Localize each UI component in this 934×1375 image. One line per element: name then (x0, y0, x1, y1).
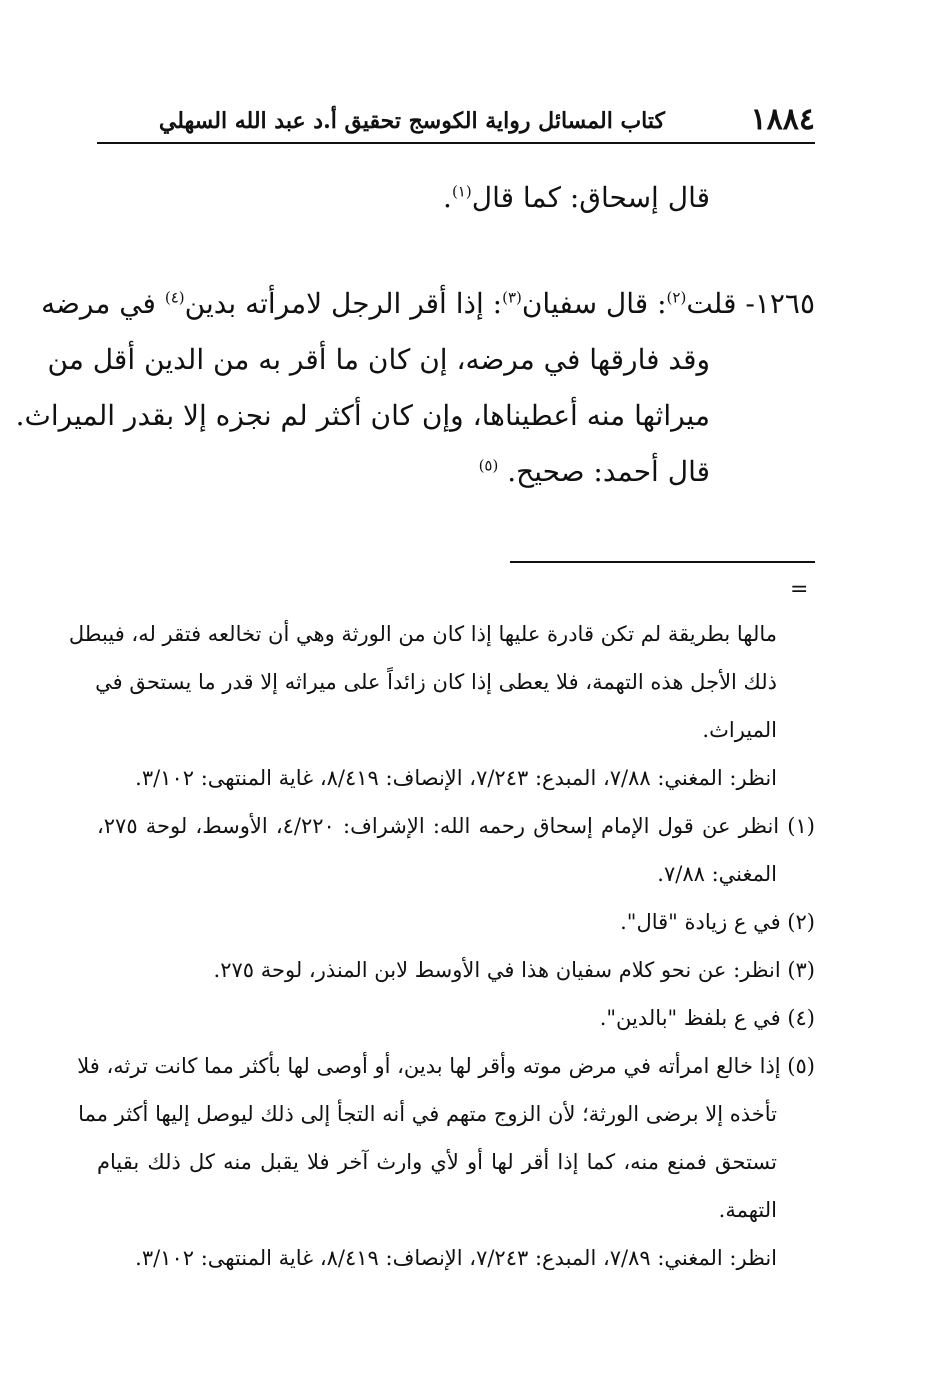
continued-mark: = (790, 577, 809, 602)
footnote-1-line-1: (١) انظر عن قول الإمام إسحاق رحمه الله: الإشراف: ٤/٢٢٠، الأوسط، لوحة ٢٧٥، (97, 814, 815, 838)
footnote-5-line-4: التهمة. (718, 1198, 777, 1222)
item-text-d: في مرضه (41, 287, 165, 320)
item-line-3: ميراثها منه أعطيناها، وإن كان أكثر لم نجزه إلا بقدر الميراث. (15, 399, 710, 432)
footnote-4: (٤) في ع بلفظ "بالدين". (599, 1006, 815, 1030)
footnote-cont-line-3: الميراث. (702, 718, 777, 742)
item-text-b: : قال سفيان (521, 287, 667, 320)
paragraph-ishaq (97, 170, 815, 226)
footnote-cont-line-2: ذلك الأجل هذه التهمة، فلا يعطى إذا كان زائداً على ميراثه إلا قدر ما يستحق في (95, 670, 777, 694)
item-text-c: : إذا أقر الرجل لامرأته بدين (184, 287, 503, 320)
footnote-5-line-3: تستحق فمنع منه، كما إذا أقر لها أو لأي وارث آخر فلا يقبل منه كل ذلك بقيام (97, 1150, 777, 1174)
footnote-ref-3: (٣) (502, 288, 522, 307)
ishaq-line (97, 170, 815, 226)
footnote-5-line-1: (٥) إذا خالع امرأته في مرض موته وأقر لها بدين، أو أوصى لها بأكثر مما كانت ترثه، فلا (77, 1054, 815, 1078)
item-number: ١٢٦٥- (745, 287, 815, 320)
ishaq-end: . (443, 181, 452, 214)
footnote-ref-5: (٥) (478, 456, 499, 475)
footnote-ref-1: (١) (451, 182, 472, 201)
footnote-5-reference: انظر: المغني: ٧/٨٩، المبدع: ٧/٢٤٣، الإنصاف: ٨/٤١٩، غاية المنتهى: ٣/١٠٢. (135, 1246, 777, 1270)
footnote-1-line-2: المغني: ٧/٨٨. (657, 862, 777, 886)
page-header (97, 100, 815, 144)
footnote-cont-reference: انظر: المغني: ٧/٨٨، المبدع: ٧/٢٤٣، الإنصاف: ٨/٤١٩، غاية المنتهى: ٣/١٠٢. (135, 766, 777, 790)
item-line-2: وقد فارقها في مرضه، إن كان ما أقر به من الدين أقل من (47, 343, 710, 376)
page-number: ١٨٨٤ (750, 102, 815, 137)
item-1265 (15, 276, 815, 500)
item-line-4 (97, 444, 815, 500)
running-title: كتاب المسائل رواية الكوسج تحقيق أ.د عبد الله السهلي (158, 108, 665, 134)
ishaq-text: قال إسحاق: كما قال (471, 181, 710, 214)
footnote-ref-4: (٤) (164, 288, 185, 307)
item-line-1 (41, 276, 815, 332)
footnote-2: (٢) في ع زيادة "قال". (620, 910, 815, 934)
footnote-cont-line-1: مالها بطريقة لم تكن قادرة عليها إذا كان من الورثة وهي أن تخالعه فتقر له، فيبطل (68, 622, 777, 646)
item-text-a: قلت (686, 287, 737, 320)
ahmad-text: قال أحمد: صحيح. (507, 455, 710, 488)
footnote-3: (٣) انظر: عن نحو كلام سفيان هذا في الأوسط لابن المنذر، لوحة ٢٧٥. (213, 958, 815, 982)
footnotes (68, 610, 815, 1282)
footnote-5-line-2: تأخذه إلا برضى الورثة؛ لأن الزوج متهم في أنه التجأ إلى ذلك ليوصل إليها أكثر مما (78, 1102, 777, 1126)
footnote-separator (510, 561, 815, 563)
footnote-ref-2: (٢) (666, 288, 687, 307)
